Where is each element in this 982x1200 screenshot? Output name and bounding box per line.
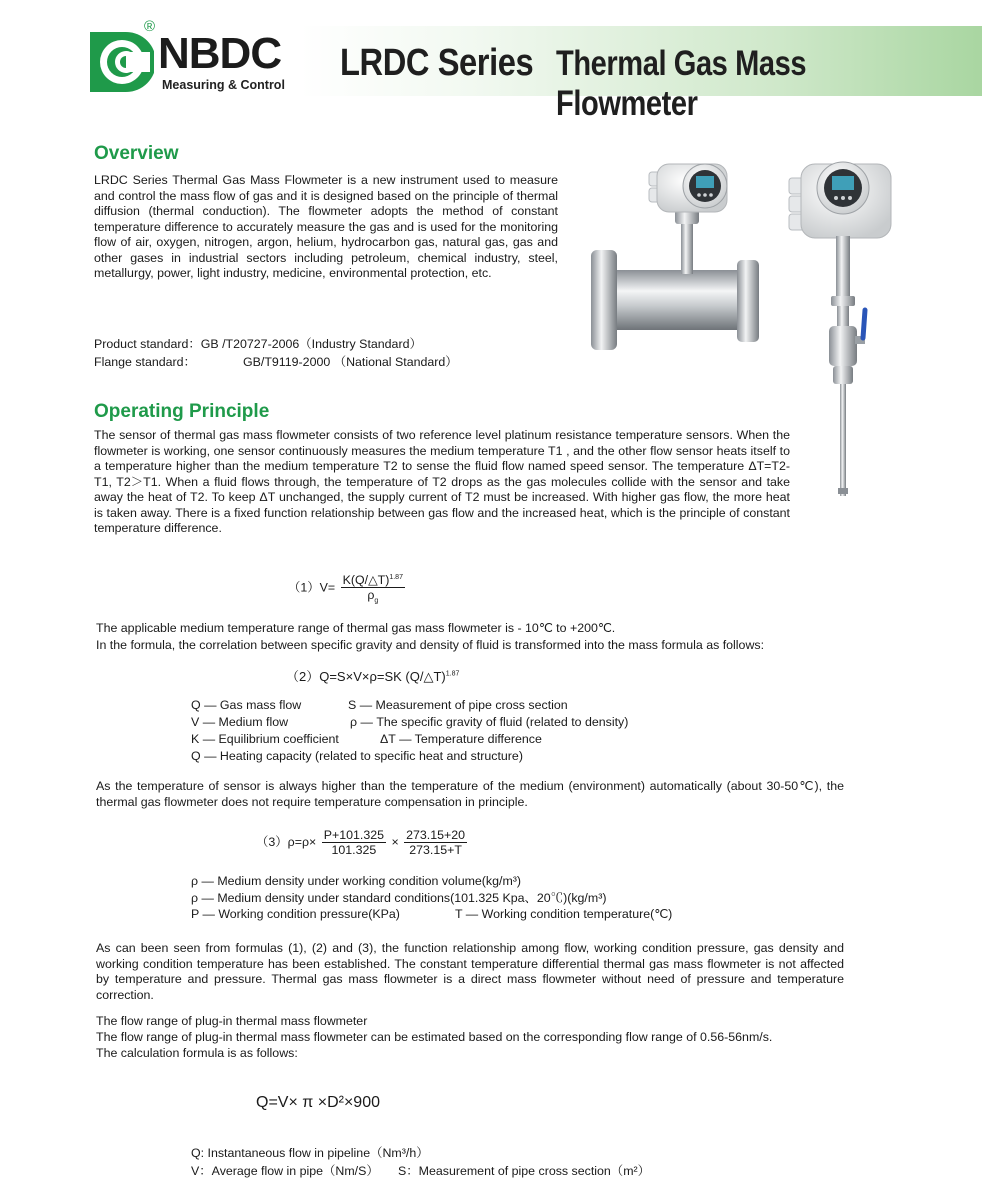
legend4-s: S：Measurement of pipe cross section（m²） bbox=[398, 1164, 651, 1178]
product-standard-label: Product standard： bbox=[94, 337, 201, 351]
formula-3-numerator-1: P+101.325 bbox=[323, 828, 384, 842]
formula-1 bbox=[288, 572, 407, 604]
formula-1-denominator: ρ bbox=[367, 588, 375, 602]
registered-mark: ® bbox=[144, 18, 156, 35]
logo-mark-icon bbox=[82, 26, 154, 98]
conclusion-text: As can been seen from formulas (1), (2) and (3), the function relationship among flow, working condition pressure, gas density and working condition temperature has been established. The constant temperature differential thermal gas mass flowmeter is not affected by temperature and pressure. Thermal gas mass flowmeter is a direct mass flowmeter without need of pressure and temperature correction. bbox=[96, 941, 844, 1002]
formula-1-numerator: K(Q/△T) bbox=[342, 573, 390, 587]
flange-standard bbox=[94, 354, 458, 370]
temp-range-text: The applicable medium temperature range of thermal gas mass flowmeter is - 10℃ to +200℃. bbox=[96, 621, 616, 635]
series-title: LRDC Series bbox=[340, 42, 534, 84]
formula-2-text: （2）Q=S×V×ρ=SK (Q/△T) bbox=[286, 669, 446, 684]
calc-text: The calculation formula is as follows: bbox=[96, 1046, 298, 1060]
overview-heading: Overview bbox=[94, 143, 179, 164]
logo-tagline: Measuring & Control bbox=[162, 78, 285, 92]
product-standard-value: GB /T20727-2006（Industry Standard） bbox=[200, 337, 422, 351]
formula-3-denominator-2: 273.15+T bbox=[409, 843, 462, 857]
legend2-heat: Q — Heating capacity (related to specific heat and structure) bbox=[191, 749, 523, 763]
formula-3: （3）ρ=ρ× $\frac{P+101.325}{101.325}$ × $\frac{273.15+20}{273.15+T}$ bbox=[256, 828, 466, 857]
plugin-text: The flow range of plug-in thermal mass flowmeter can be estimated based on the corresponding flow range of 0.56-56nm/s. bbox=[96, 1030, 773, 1044]
formula-3-numerator-2: 273.15+20 bbox=[406, 828, 466, 842]
plugin-title: The flow range of plug-in thermal mass flowmeter bbox=[96, 1014, 368, 1028]
legend2-dt: ΔT — Temperature difference bbox=[380, 732, 542, 746]
company-logo bbox=[82, 18, 302, 98]
legend2-v: V — Medium flow bbox=[191, 715, 289, 729]
overview-text: LRDC Series Thermal Gas Mass Flowmeter is a new instrument used to measure and control the mass flow of gas and it is designed based on the principle of thermal diffusion (thermal conduction). The flowmeter adopts the method of constant temperature difference to accurately measure the gas and is used for the monitoring flow of air, oxygen, nitrogen, argon, helium, hydrocarbon gas, natural gas, gas and other gases in industrial sectors including petroleum, chemical industry, steel, metallurgy, power, light industry, medicine, environmental protection, etc. bbox=[94, 173, 558, 280]
legend2-rho: ρ — The specific gravity of fluid (related to density) bbox=[350, 715, 629, 729]
legend3-rho-n: ρ — Medium density under standard conditions(101.325 Kpa、20℃)(kg/m³) bbox=[191, 891, 607, 905]
principle-text: The sensor of thermal gas mass flowmeter consists of two reference level platinum resistance temperature sensors. When the flowmeter is working, one sensor continuously measures the medium temperature T1 , and the other flow sensor heats itself to a temperature higher than the medium temperature T2 to sense the fluid flow named speed sensor. The temperature ΔT=T2-T1, T2＞T1. When a fluid flows through, the temperature of T2 drops as the gas molecules collide with the sensor and take away the heat of T2. To keep ΔT unchanged, the supply current of T2 must be increased. With higher gas flow, the more heat is taken away. There is a fixed function relationship between gas flow and the increased heat, which is the principle of constant temperature difference. bbox=[94, 428, 790, 535]
formula-1-fraction: $\frac{K(Q/\triangle T)^{1.87}}{\rho_g}$ bbox=[342, 573, 403, 605]
legend4-v: V：Average flow in pipe（Nm/S） bbox=[191, 1164, 379, 1178]
formula-1-exponent: 1.87 bbox=[389, 573, 403, 581]
legend3-p: P — Working condition pressure(KPa) bbox=[191, 907, 400, 921]
legend4-q: Q: Instantaneous flow in pipeline（Nm³/h） bbox=[191, 1146, 429, 1160]
legend2-k: K — Equilibrium coefficient bbox=[191, 732, 339, 746]
flange-standard-label: Flange standard： bbox=[94, 355, 196, 369]
formula-3-denominator-1: 101.325 bbox=[331, 843, 377, 857]
transform-text: In the formula, the correlation between specific gravity and density of fluid is transformed into the mass formula as follows: bbox=[96, 638, 765, 652]
flange-standard-value: GB/T9119-2000 （National Standard） bbox=[243, 355, 458, 369]
legend2-s: S — Measurement of pipe cross section bbox=[348, 698, 568, 712]
formula-3-fraction-2 bbox=[404, 828, 467, 857]
product-title: Thermal Gas Mass Flowmeter bbox=[556, 44, 807, 123]
formula-3-fraction-1 bbox=[322, 828, 386, 857]
formula-1-label: （1）V= bbox=[288, 580, 336, 595]
legend3-rho-g: ρ — Medium density under working condition volume(kg/m³) bbox=[191, 874, 522, 888]
formula-4: Q=V× π ×D²×900 bbox=[256, 1094, 380, 1111]
product-standard bbox=[94, 336, 422, 352]
compensation-text: As the temperature of sensor is always higher than the temperature of the medium (environment) automatically (about 30-50℃), the thermal gas flowmeter does not require temperature compensation in principle. bbox=[96, 779, 844, 809]
formula-2 bbox=[286, 666, 459, 685]
principle-heading: Operating Principle bbox=[94, 401, 270, 422]
logo-name: NBDC bbox=[158, 29, 282, 78]
legend3-t: T — Working condition temperature(℃) bbox=[455, 907, 673, 921]
legend2-q: Q — Gas mass flow bbox=[191, 698, 302, 712]
formula-2-exponent: 1.87 bbox=[445, 670, 460, 678]
formula-3-label: （3）ρ=ρ× bbox=[256, 834, 317, 849]
page-header bbox=[0, 0, 982, 123]
